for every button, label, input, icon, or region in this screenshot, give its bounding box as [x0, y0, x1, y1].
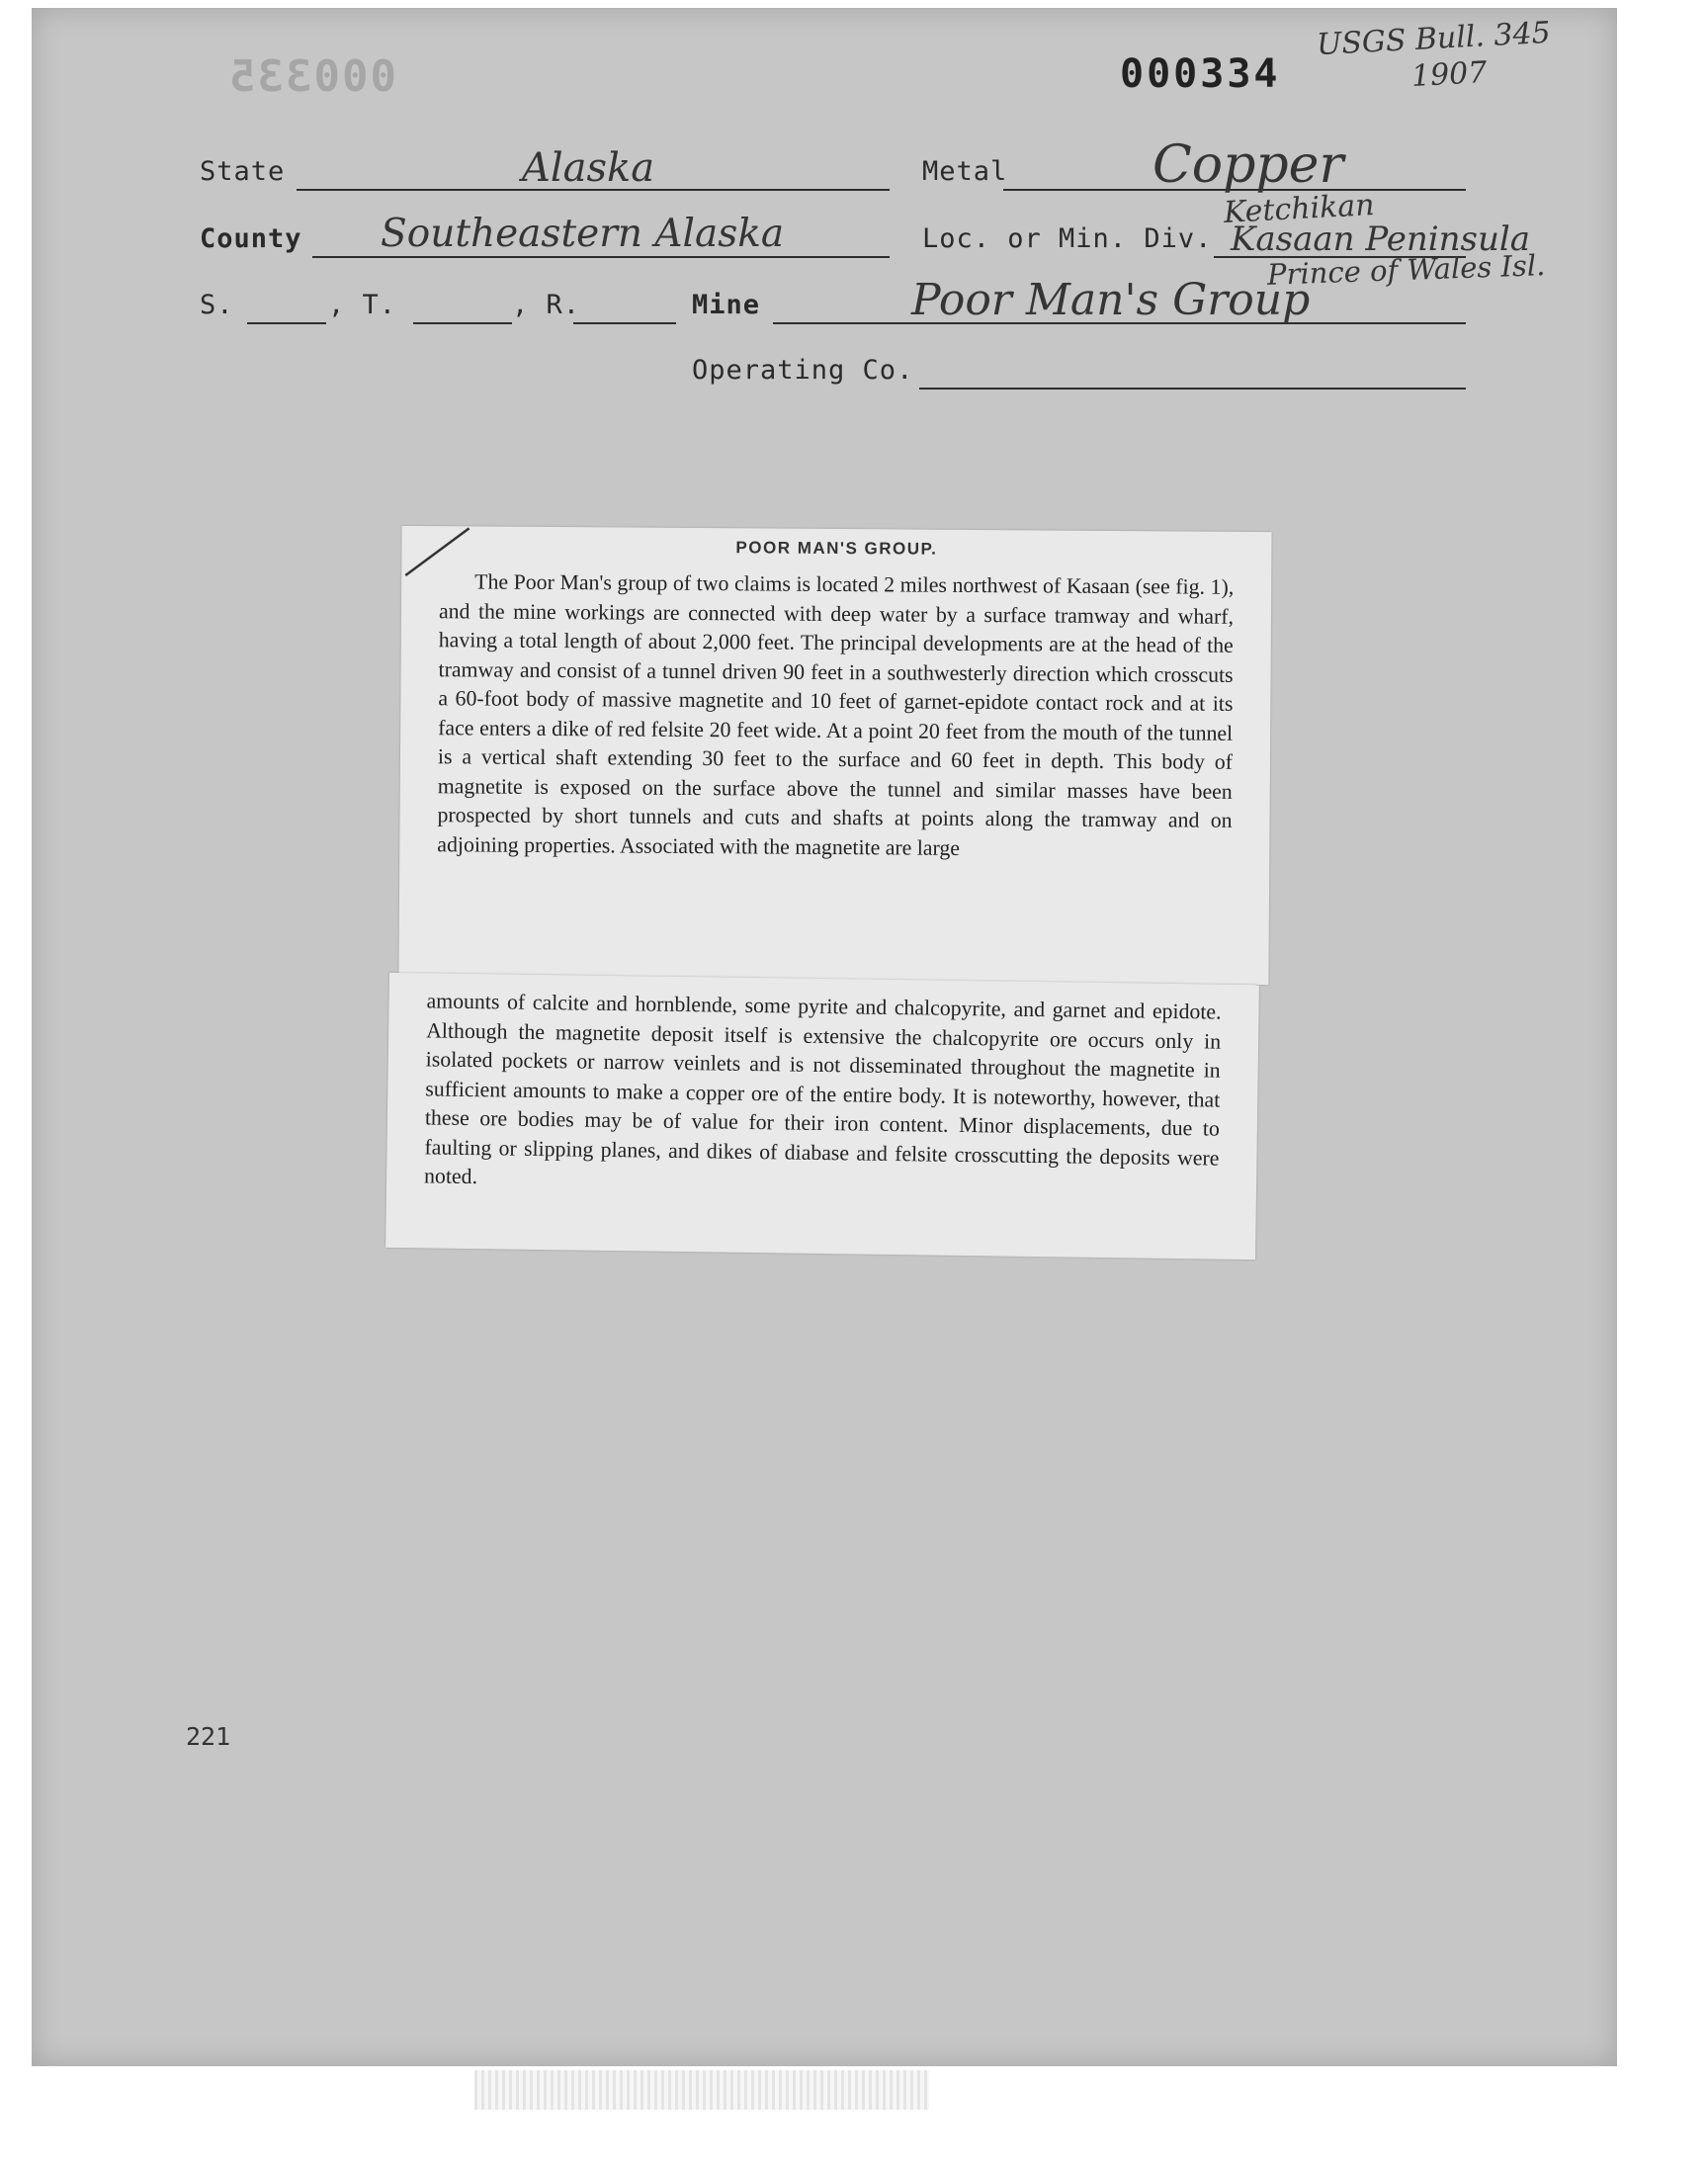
loc-value-line3: Prince of Wales Isl.	[1266, 248, 1546, 292]
state-label: State	[200, 156, 286, 187]
source-note-line1: USGS Bull. 345	[1316, 15, 1552, 63]
loc-label: Loc. or Min. Div.	[922, 223, 1213, 254]
clipping-title: POOR MAN'S GROUP.	[735, 538, 938, 559]
range-underline	[573, 322, 676, 324]
page-number: 221	[186, 1722, 231, 1751]
county-underline	[312, 256, 890, 258]
source-note-line2: 1907	[1410, 55, 1489, 94]
metal-label: Metal	[922, 156, 1008, 187]
range-label: , R.	[512, 290, 581, 320]
township-label: , T.	[328, 290, 397, 320]
ghost-record-number: 000335	[227, 51, 396, 102]
county-label: County	[200, 223, 302, 254]
section-label: S.	[200, 290, 234, 320]
township-underline	[413, 322, 512, 324]
clipping-paragraph-1: The Poor Man's group of two claims is located 2 miles northwest of Kasaan (see fig. 1), and the mine workings are connected with deep water by a surface tramway and wharf, having a total length of about 2,000 feet. The principal developments are at the head of the tramway and consist of a tunnel driven 90 feet in a southwesterly direction which crosscuts a 60-foot body of massive magnetite and 10 feet of garnet-epidote contact rock and at its face enters a dike of red felsite 20 feet wide. At a point 20 feet from the mouth of the tunnel is a vertical shaft extending 30 feet to the surface and 60 feet in depth. This body of magnetite is exposed on the surface above the tunnel and similar masses have been prospected by short tunnels and cuts and shafts at points along the tramway and on adjoining properties. Associated with the magnetite are large	[437, 569, 1235, 860]
clipping-part-2	[385, 973, 1259, 1260]
operating-co-label: Operating Co.	[692, 355, 914, 386]
scan-edge-artifact	[474, 2070, 929, 2110]
mine-value: Poor Man's Group	[911, 275, 1311, 325]
state-value: Alaska	[522, 145, 655, 191]
county-value: Southeastern Alaska	[381, 212, 785, 256]
metal-value: Copper	[1153, 135, 1344, 195]
clipping-paragraph-2: amounts of calcite and hornblende, some pyrite and chalcopyrite, and garnet and epidote. Although the magnetite deposit itself is extensive the chalcopyrite ore occurs only in isolated pockets or narrow veinlets and is not disseminated throughout the magnetite in sufficient amounts to make a copper ore of the entire body. It is noteworthy, however, that these ore bodies may be of value for their iron content. Minor displacements, due to faulting or slipping planes, and dikes of diabase and felsite crosscutting the deposits were noted.	[423, 989, 1222, 1189]
record-number: 000334	[1120, 51, 1281, 97]
mine-label: Mine	[692, 290, 761, 320]
clipping-part-1	[398, 526, 1271, 985]
loc-value-line1: Ketchikan	[1223, 188, 1376, 230]
section-underline	[247, 322, 326, 324]
loc-value-line2: Kasaan Peninsula	[1231, 219, 1530, 259]
operating-co-underline	[919, 388, 1466, 390]
